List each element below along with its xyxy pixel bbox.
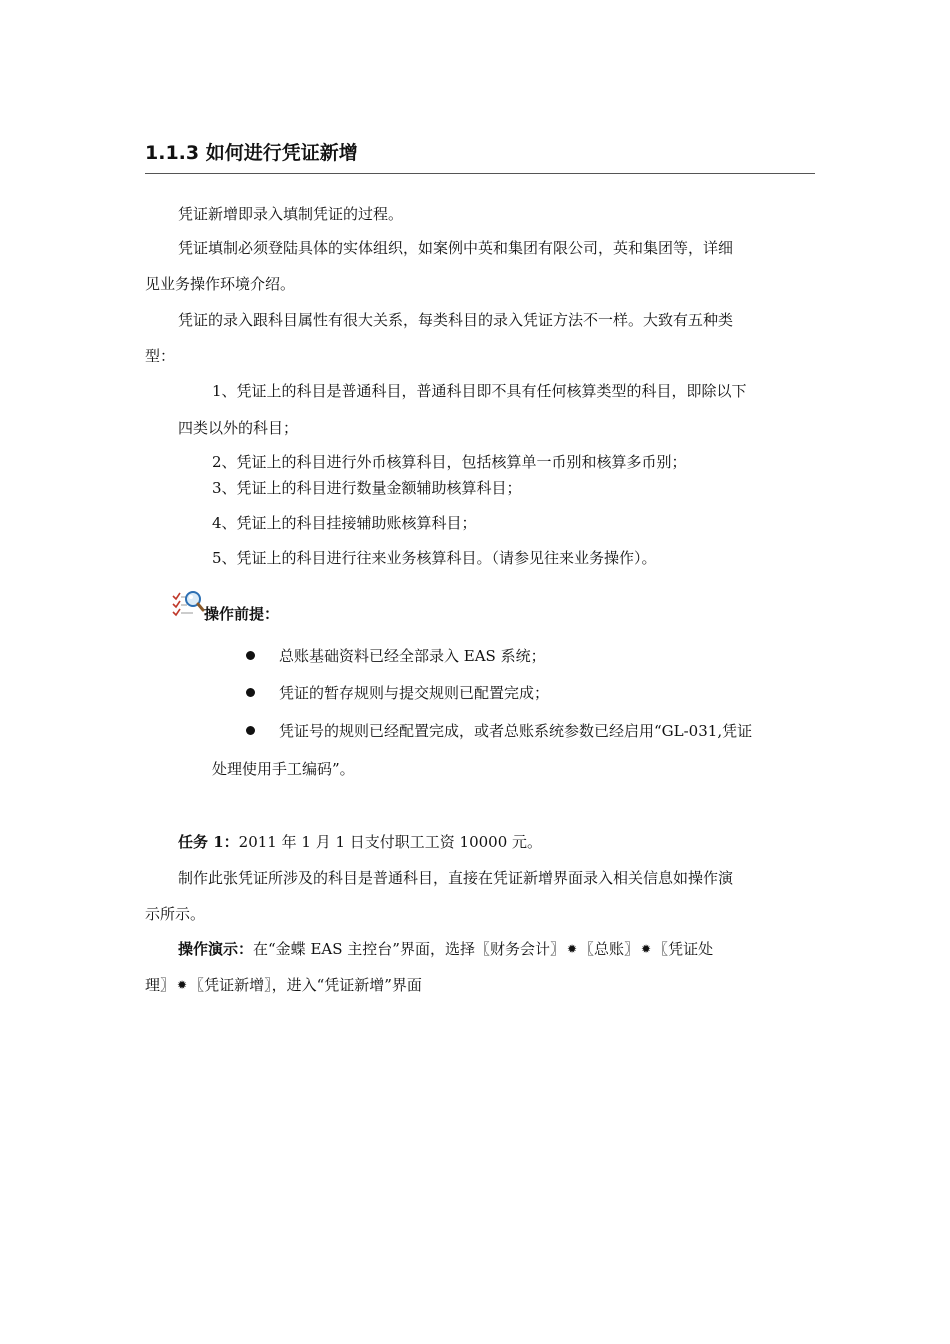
demo-text-1c: 〖凭证处: [653, 940, 714, 958]
demo-text-2a: 理〗: [145, 976, 176, 994]
demo-text-1a: 在“金蝶 EAS 主控台”界面，选择〖财务会计〗: [253, 940, 565, 958]
type-item-4: 4、凭证上的科目挂接辅助账核算科目；: [212, 514, 477, 532]
type-item-3: 3、凭证上的科目进行数量金额辅助核算科目；: [212, 479, 522, 497]
type-item-5: 5、凭证上的科目进行往来业务核算科目。（请参见往来业务操作）。: [212, 549, 657, 567]
bullet-dot: [246, 651, 255, 660]
task-line: [178, 832, 542, 852]
type-item-2: 2、凭证上的科目进行外币核算科目，包括核算单一币别和核算多币别；: [212, 453, 687, 471]
prerequisite-item-1: 总账基础资料已经全部录入 EAS 系统；: [279, 647, 546, 665]
type-item-1-line2: 四类以外的科目；: [178, 419, 299, 437]
arrow-separator-icon: ✹: [641, 942, 652, 956]
paragraph-intro: 凭证新增即录入填制凭证的过程。: [178, 205, 404, 223]
prerequisite-label: 操作前提：: [204, 605, 280, 623]
demo-line1: [178, 939, 713, 960]
task-label: 任务 1：: [178, 833, 239, 851]
demo-line2: [145, 975, 422, 996]
demo-text-2b: 〖凭证新增〗，进入“凭证新增”界面: [189, 976, 422, 994]
paragraph-types-line2: 型：: [145, 347, 176, 365]
bullet-dot: [246, 688, 255, 697]
arrow-separator-icon: ✹: [566, 942, 578, 956]
prerequisite-item-3-line2: 处理使用手工编码”。: [212, 760, 355, 778]
type-item-1-line1: 1、凭证上的科目是普通科目，普通科目即不具有任何核算类型的科目，即除以下: [212, 382, 747, 400]
paragraph-entity-line2: 见业务操作环境介绍。: [145, 275, 296, 293]
task-description-line2: 示所示。: [145, 905, 206, 923]
task-text: 2011 年 1 月 1 日支付职工工资 10000 元。: [238, 833, 543, 851]
arrow-separator-icon: ✹: [177, 978, 188, 992]
heading-underline: [145, 173, 815, 174]
task-description-line1: 制作此张凭证所涉及的科目是普通科目，直接在凭证新增界面录入相关信息如操作演: [178, 869, 734, 887]
paragraph-entity-line1: 凭证填制必须登陆具体的实体组织，如案例中英和集团有限公司，英和集团等，详细: [178, 239, 734, 257]
prerequisite-item-2: 凭证的暂存规则与提交规则已配置完成；: [279, 684, 550, 702]
demo-text-1b: 〖总账〗: [579, 940, 640, 958]
checklist-magnifier-icon: [171, 588, 205, 620]
prerequisite-item-3-line1: 凭证号的规则已经配置完成，或者总账系统参数已经启用“GL-031,凭证: [279, 722, 753, 740]
demo-label: 操作演示：: [178, 940, 254, 958]
bullet-dot: [246, 726, 255, 735]
section-heading: 1.1.3 如何进行凭证新增: [145, 142, 358, 164]
paragraph-types-line1: 凭证的录入跟科目属性有很大关系，每类科目的录入凭证方法不一样。大致有五种类: [178, 311, 734, 329]
